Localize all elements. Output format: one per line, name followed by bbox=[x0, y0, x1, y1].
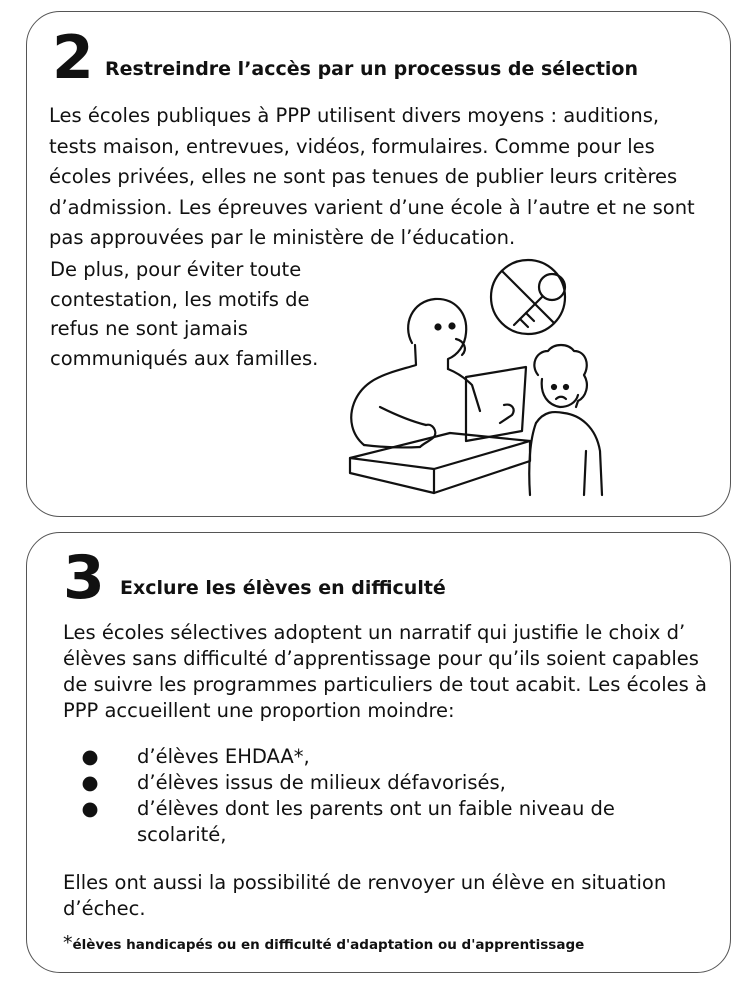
section-2-side-text: De plus, pour éviter toute contestation, les motifs de refus ne sont jamais communiqués aux familles. bbox=[50, 258, 319, 370]
admission-illustration bbox=[340, 255, 630, 500]
section-3-paragraph: Les écoles sélectives adoptent un narratif qui justifie le choix d’ élèves sans difficulté d’apprentissage pour qu’ils soient capables de suivre les programmes particuliers de tout acabit. Les écoles à PPP accueillent une proportion moindre: bbox=[63, 621, 707, 722]
footnote-mark: * bbox=[63, 932, 73, 954]
section-2-number: 2 bbox=[52, 23, 94, 93]
list-item: ● d’élèves dont les parents ont un faible niveau de scolarité, bbox=[81, 797, 615, 846]
bullet-list bbox=[80, 744, 680, 848]
section-2-paragraph: Les écoles publiques à PPP utilisent divers moyens : auditions, tests maison, entrevues, vidéos, formulaires. Comme pour les écoles privées, elles ne sont pas tenues de publier leurs critères d’admission. Les épreuves varient d’une école à l’autre et ne sont pas approuvées par le ministère de l’éducation. bbox=[49, 104, 695, 249]
footnote-text: élèves handicapés ou en difficulté d'adaptation ou d'apprentissage bbox=[72, 937, 585, 953]
list-item: ● d’élèves EHDAA*, bbox=[81, 745, 310, 768]
section-2-heading: Restreindre l’accès par un processus de sélection bbox=[105, 58, 639, 80]
section-3-heading: Exclure les élèves en difficulté bbox=[120, 577, 446, 599]
bullet-dot: ● bbox=[81, 771, 99, 794]
desk bbox=[350, 433, 530, 493]
child-figure bbox=[529, 345, 602, 495]
bullet-dot: ● bbox=[81, 745, 99, 768]
paper-sheet bbox=[466, 367, 526, 441]
bullet-dot: ● bbox=[81, 797, 99, 820]
list-item: ● d’élèves issus de milieux défavorisés, bbox=[81, 771, 506, 794]
section-3-number: 3 bbox=[63, 543, 105, 613]
no-key-icon bbox=[491, 260, 565, 334]
footnote bbox=[63, 933, 584, 955]
section-3-closing: Elles ont aussi la possibilité de renvoyer un élève en situation d’échec. bbox=[63, 871, 667, 920]
